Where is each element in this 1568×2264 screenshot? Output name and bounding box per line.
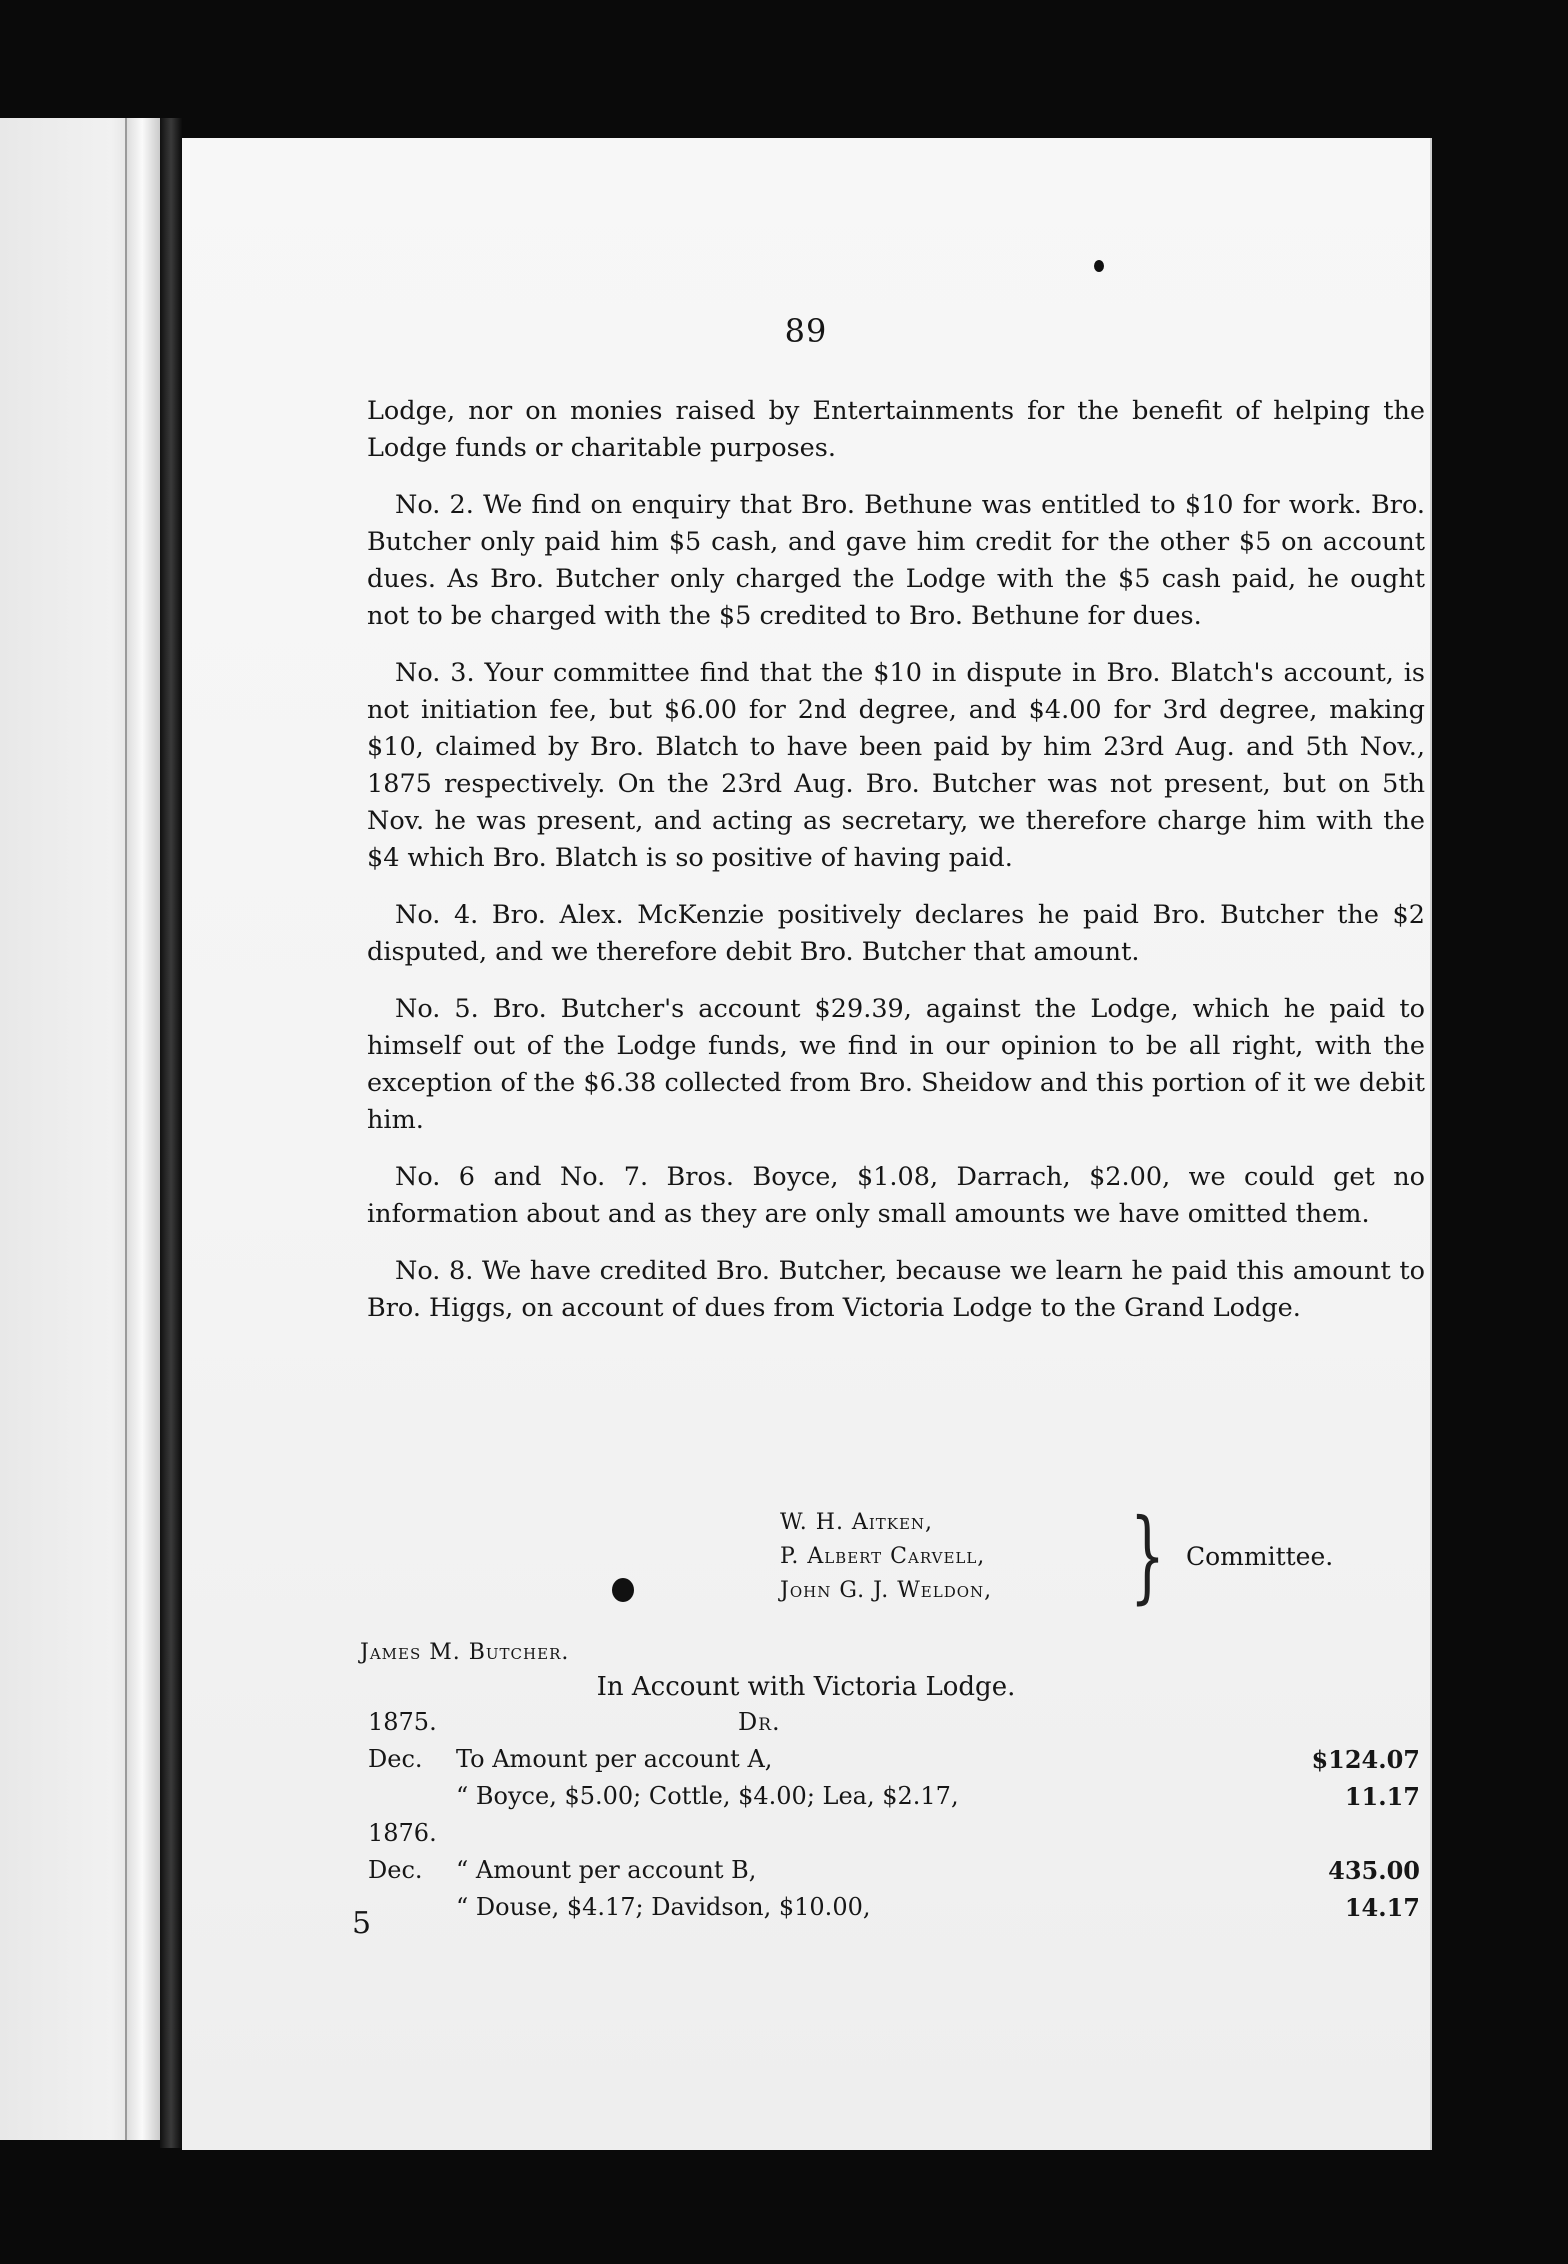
document-page: [182, 138, 1432, 2150]
paragraph-no-4: No. 4. Bro. Alex. McKenzie positively declares he paid Bro. Butcher the $2 disputed, and we therefore debit Bro. Butcher that amount.: [367, 900, 1425, 967]
ledger-date: 1876.: [368, 1819, 437, 1847]
signatory-name: P. Albert Carvell,: [780, 1544, 986, 1569]
signatory-name: John G. J. Weldon,: [780, 1578, 993, 1603]
ledger-row: [368, 1745, 1428, 1782]
committee-signatures: [780, 1497, 1440, 1626]
signatory-list: [780, 1506, 992, 1608]
body-text: [367, 393, 1425, 1347]
page-number: 89: [784, 312, 828, 350]
page-fold: [125, 118, 165, 2140]
ledger-date: Dec.: [368, 1745, 423, 1773]
ledger-date: 1875.: [368, 1708, 437, 1736]
ledger-description: “ Boyce, $5.00; Cottle, $4.00; Lea, $2.17,: [456, 1782, 959, 1810]
book-gutter: [160, 118, 182, 2148]
ink-blot: [612, 1578, 634, 1602]
ledger-amount: 435.00: [1328, 1856, 1420, 1885]
ledger-amount: 14.17: [1344, 1893, 1420, 1922]
ink-blot: [1094, 260, 1104, 272]
debit-label: Dr.: [738, 1708, 781, 1736]
ledger-row: [368, 1893, 1428, 1930]
paragraph-no-6-7: No. 6 and No. 7. Bros. Boyce, $1.08, Darrach, $2.00, we could get no information about and as they are only small amounts we have omitted them.: [367, 1162, 1425, 1229]
paragraph-no-5: No. 5. Bro. Butcher's account $29.39, against the Lodge, which he paid to himself out of the Lodge funds, we find in our opinion to be all right, with the exception of the $6.38 collected from Bro. Sheidow and this portion of it we debit him.: [367, 994, 1425, 1135]
paragraph-no-8: No. 8. We have credited Bro. Butcher, because we learn he paid this amount to Bro. Higgs, on account of dues from Victoria Lodge to the Grand Lodge.: [367, 1256, 1425, 1323]
ledger-description: “ Amount per account B,: [456, 1856, 757, 1884]
ledger-description: “ Douse, $4.17; Davidson, $10.00,: [456, 1893, 871, 1921]
account-title: In Account with Victoria Lodge.: [596, 1672, 1016, 1702]
ledger-row: [368, 1819, 1428, 1856]
ledger-date: Dec.: [368, 1856, 423, 1884]
ledger-row: [368, 1708, 1428, 1745]
ledger-row: [368, 1782, 1428, 1819]
ledger-row: [368, 1856, 1428, 1893]
previous-page-edge: [0, 118, 160, 2140]
paragraph-no-2: No. 2. We find on enquiry that Bro. Bethune was entitled to $10 for work. Bro. Butcher only paid him $5 cash, and gave him credit for the other $5 on account dues. As Bro. Butcher only charged the Lodge with the $5 cash paid, he ought not to be charged with the $5 credited to Bro. Bethune for dues.: [367, 490, 1425, 631]
account-holder-name: James M. Butcher.: [360, 1640, 570, 1665]
ledger-amount: $124.07: [1311, 1745, 1420, 1774]
paragraph-continuation: Lodge, nor on monies raised by Entertainments for the benefit of helping the Lodge funds or charitable purposes.: [367, 396, 1425, 463]
brace-symbol: }: [1130, 1497, 1165, 1614]
signatory-name: W. H. Aitken,: [780, 1510, 934, 1535]
paragraph-no-3: No. 3. Your committee find that the $10 in dispute in Bro. Blatch's account, is not initiation fee, but $6.00 for 2nd degree, and $4.00 for 3rd degree, making $10, claimed by Bro. Blatch to have been paid by him 23rd Aug. and 5th Nov., 1875 respectively. On the 23rd Aug. Bro. Butcher was not present, but on 5th Nov. he was present, and acting as secretary, we therefore charge him with the $4 which Bro. Blatch is so positive of having paid.: [367, 658, 1425, 873]
ledger-amount: 11.17: [1344, 1782, 1420, 1811]
committee-label: Committee.: [1186, 1542, 1334, 1571]
printer-signature-mark: 5: [352, 1906, 372, 1941]
ledger-table: [368, 1708, 1428, 1930]
ledger-description: To Amount per account A,: [456, 1745, 773, 1773]
